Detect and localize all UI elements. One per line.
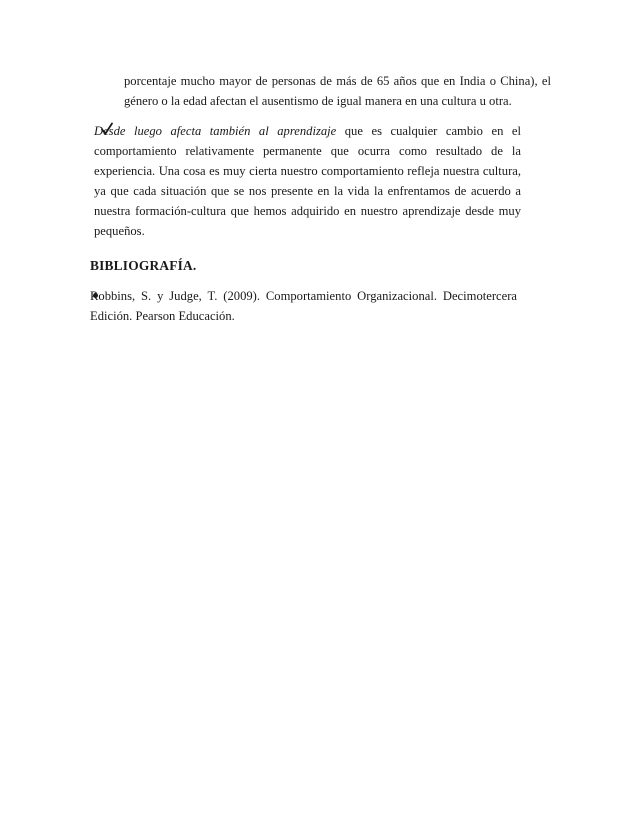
continuation-paragraph: porcentaje mucho mayor de personas de más de 65 años que en India o China), el género o la edad afectan el ausentismo de igual manera en una cultura u otra.	[124, 74, 551, 108]
check-item-text: que es cualquier cambio en el comportamiento relativamente permanente que ocurra como resultado de la experiencia. Una cosa es muy cierta nuestro comportamiento refleja nuestra cultura, ya que cada situación que se nos presente en la vida la enfrentamos de acuerdo a nuestra formación-cultura que hemos adquirido en nuestro aprendizaje desde muy pequeños.	[94, 124, 521, 238]
check-list-item	[94, 121, 551, 241]
bibliography-entry	[90, 286, 551, 326]
check-item-paragraph	[94, 121, 521, 241]
bibliography-heading: BIBLIOGRAFÍA.	[90, 258, 197, 273]
check-item-lead: Desde luego afecta también al aprendizaje	[94, 124, 337, 138]
bibliography-entry-text: Robbins, S. y Judge, T. (2009). Comportamiento Organizacional. Decimotercera Edición. Pearson Educación.	[90, 289, 517, 323]
